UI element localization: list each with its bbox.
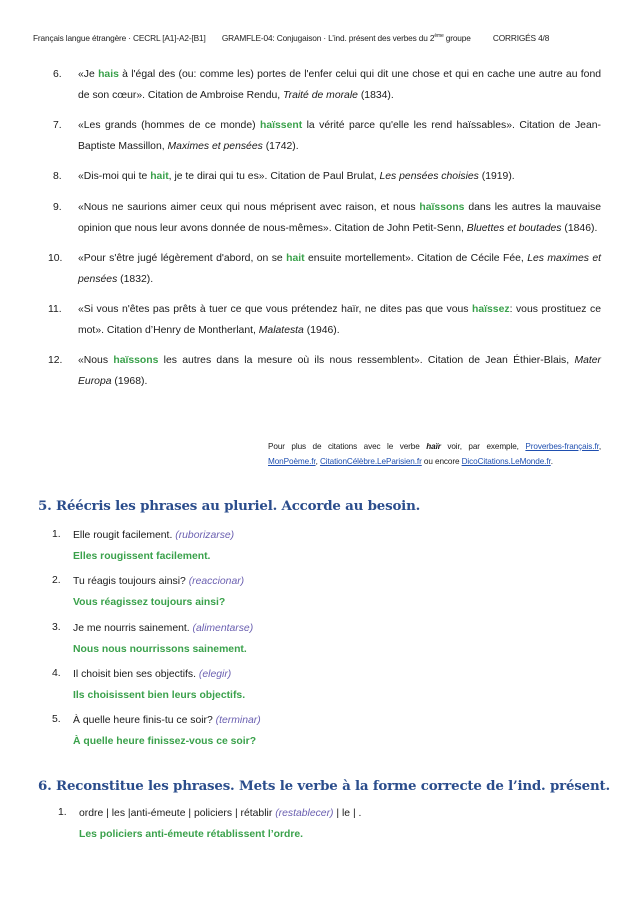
work-title: Maximes et pensées: [167, 141, 263, 153]
answer: Les policiers anti-émeute rétablissent l’ordre.: [79, 829, 304, 840]
list-item: 12. «Nous haïssons les autres dans la mesure où ils nous ressemblent». Citation de Jean Éthier-Blais, Mater Europa (1968).: [48, 355, 601, 388]
exercise-6-list: [58, 807, 598, 853]
section-6-heading: 6. Reconstitue les phrases. Mets le verbe à la forme correcte de l’ind. présent.: [38, 778, 610, 794]
list-item: 3. Je me nourris sainement. (alimentarse) Nous nous nourrissons sainement.: [52, 622, 592, 668]
list-item: 1. Elle rougit facilement. (ruborizarse) Elles rougissent facilement.: [52, 529, 592, 575]
header-course: Français langue étrangère · CECRL [A1]-A2-[B1]: [33, 33, 206, 43]
conjugated-verb: haïssons: [113, 355, 159, 367]
list-item: 4. Il choisit bien ses objectifs. (elegir) Ils choisissent bien leurs objectifs.: [52, 668, 592, 714]
conjugated-verb: haïssent: [260, 120, 303, 132]
header-page-label: CORRIGÉS 4/8: [492, 33, 550, 43]
translation-hint: (reaccionar): [188, 576, 245, 588]
conjugated-verb: haïssons: [419, 201, 465, 213]
conjugated-verb: haïssez: [472, 303, 510, 315]
work-title: Les pensées choisies: [379, 171, 479, 183]
list-item: 8. «Dis-moi qui te hait, je te dirai qui tu es». Citation de Paul Brulat, Les pensées choisies (1919).: [53, 171, 515, 183]
exercise-5-list: [52, 529, 592, 760]
list-item: 10. «Pour s'être jugé légèrement d'abord, on se hait ensuite mortellement». Citation de Cécile Fée, Les maximes et pensées (1832).: [48, 252, 602, 285]
answer: Vous réagissez toujours ainsi?: [73, 597, 226, 609]
answer: À quelle heure finissez-vous ce soir?: [73, 736, 257, 748]
work-title: Les maximes et pensées: [78, 252, 602, 285]
source-note: Pour plus de citations avec le verbe haïr voir, par exemple, Proverbes-français.fr, MonPoème.fr, CitationCélèbre.LeParisien.fr ou encore DicoCitations.LeMonde.fr.: [268, 442, 602, 466]
list-item: 2. Tu réagis toujours ainsi? (reaccionar) Vous réagissez toujours ainsi?: [52, 575, 592, 621]
conjugated-verb: hait: [286, 252, 305, 264]
answer: Ils choisissent bien leurs objectifs.: [73, 689, 246, 701]
list-item: 9. «Nous ne saurions aimer ceux qui nous méprisent avec raison, et nous haïssons dans les autres la mauvaise opinion que nous leur avons donnée de nous-mêmes». Citation de John Petit-Senn, Bluettes et boutades (1846).: [53, 201, 601, 234]
work-title: Bluettes et boutades: [466, 222, 562, 234]
work-title: Traité de morale: [283, 90, 358, 101]
list-item: 6. «Je hais à l'égal des (ou: comme les) portes de l'enfer celui qui dit une chose et qui en cache une autre au fond de son cœur». Citation de Ambroise Rendu, Traité de morale (1834).: [53, 69, 601, 101]
list-item: 11. «Si vous n'êtes pas prêts à tuer ce que vous prétendez haïr, ne dites pas que vous haïssez: vous prostituez ce mot». Citation d’Henry de Montherlant, Malatesta (1946).: [48, 303, 601, 336]
translation-hint: (restablecer): [275, 808, 334, 819]
translation-hint: (elegir): [198, 668, 232, 680]
conjugated-verb: hais: [98, 69, 119, 80]
link-proverbes[interactable]: Proverbes-français.fr: [525, 442, 599, 451]
list-item: 5. À quelle heure finis-tu ce soir? (terminar) À quelle heure finissez-vous ce soir?: [52, 714, 592, 760]
list-item: 7. «Les grands (hommes de ce monde) haïssent la vérité parce qu'elle les rend haïssables». Citation de Jean-Baptiste Massillon, Maximes et pensées (1742).: [53, 120, 601, 153]
answer: Elles rougissent facilement.: [73, 551, 211, 562]
link-leparisien[interactable]: CitationCélèbre.LeParisien.fr: [319, 457, 422, 466]
link-monpoeme[interactable]: MonPoème.fr: [268, 457, 316, 466]
translation-hint: (alimentarse): [192, 622, 254, 634]
conjugated-verb: hait: [150, 171, 169, 183]
section-5-heading: 5. Réécris les phrases au pluriel. Accorde au besoin.: [38, 498, 421, 514]
link-lemonde[interactable]: DicoCitations.LeMonde.fr: [461, 457, 551, 466]
translation-hint: (ruborizarse): [175, 530, 235, 541]
work-title: Malatesta: [258, 324, 304, 336]
list-item: 1. ordre | les |anti-émeute | policiers | rétablir (restablecer) | le | . Les policiers anti-émeute rétablissent l’ordre.: [58, 807, 598, 853]
quote-list: [41, 64, 601, 401]
page-header: [33, 33, 608, 43]
header-unit: GRAMFLE-04: Conjugaison · L’ind. présent des verbes du 2ème groupe: [221, 33, 471, 43]
translation-hint: (terminar): [215, 715, 261, 727]
work-title: Mater Europa: [78, 355, 601, 388]
answer: Nous nous nourrissons sainement.: [73, 643, 247, 655]
